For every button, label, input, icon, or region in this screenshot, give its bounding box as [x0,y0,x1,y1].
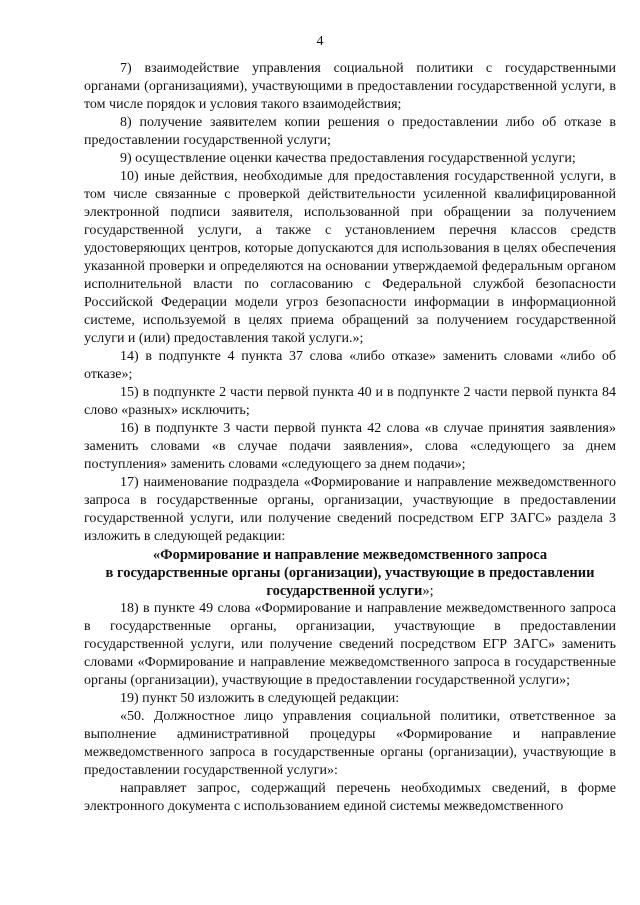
section-heading [84,546,616,600]
paragraph-item-50: «50. Должностное лицо управления социальной политики, ответственное за выполнение административной процедуры «Формирование и направление межведомственного запроса в государственные органы (организации), участвующие в предоставлении государственной услуги»: [84,709,616,778]
paragraph-item-7: 7) взаимодействие управления социальной политики с государственными органами (организациями), участвующими в предоставлении государственной услуги, в том числе порядок и условия такого взаимодействия; [84,61,616,112]
paragraph-subclause-18: 18) в пункте 49 слова «Формирование и направление межведомственного запроса в государственные органы, организации, участвующие в предоставлении государственной услуги, или получение сведений посредством ЕГР ЗАГС» заменить словами «Формирование и направление межведомственного запроса в государственные органы (организации), участвующие в предоставлении государственной услуги»; [84,601,616,688]
heading-line-1: «Формирование и направление межведомственного запроса [152,547,548,563]
paragraph-subclause-17: 17) наименование подраздела «Формирование и направление межведомственного запроса в государственные органы, организации, участвующие в предоставлении государственной услуги, или получение сведений посредством ЕГР ЗАГС» раздела 3 изложить в следующей редакции: [84,475,616,544]
paragraph-item-8: 8) получение заявителем копии решения о предоставлении либо об отказе в предоставлении государственной услуги; [84,115,616,148]
heading-line-3 [84,582,616,600]
paragraph-request: направляет запрос, содержащий перечень необходимых сведений, в форме электронного документа с использованием единой системы межведомственного [84,781,616,814]
document-body [84,60,616,816]
heading-line-3-text: государственной услуги [266,583,423,599]
paragraph-item-9: 9) осуществление оценки качества предоставления государственной услуги; [120,151,576,166]
paragraph-subclause-15: 15) в подпункте 2 части первой пункта 40 и в подпункте 2 части первой пункта 84 слово «разных» исключить; [84,385,616,418]
paragraph-subclause-14: 14) в подпункте 4 пункта 37 слова «либо отказе» заменить словами «либо об отказе»; [84,349,616,382]
paragraph-item-10: 10) иные действия, необходимые для предоставления государственной услуги, в том числе связанные с проверкой действительности усиленной квалифицированной электронной подписи заявителя, использованной при обращении за получением государственной услуги, а также с установлением перечня классов средств удостоверяющих центров, которые допускаются для использования в целях обеспечения указанной проверки и определяются на основании утверждаемой федеральным органом исполнительной власти по согласованию с Федеральной службой безопасности Российской Федерации модели угроз безопасности информации в информационной системе, используемой в целях приема обращений за получением государственной услуги и (или) предоставления такой услуги.»; [84,169,616,346]
heading-line-2: в государственные органы (организации), участвующие в предоставлении [105,565,595,581]
paragraph-subclause-16: 16) в подпункте 3 части первой пункта 42 слова «в случае принятия заявления» заменить словами «в случае подачи заявления», слова «следующего за днем поступления» заменить словами «следующего за днем подачи»; [84,421,616,472]
page-number: 4 [316,34,324,49]
paragraph-subclause-19: 19) пункт 50 изложить в следующей редакции: [120,691,400,706]
heading-line-3-tail: »; [422,583,434,599]
